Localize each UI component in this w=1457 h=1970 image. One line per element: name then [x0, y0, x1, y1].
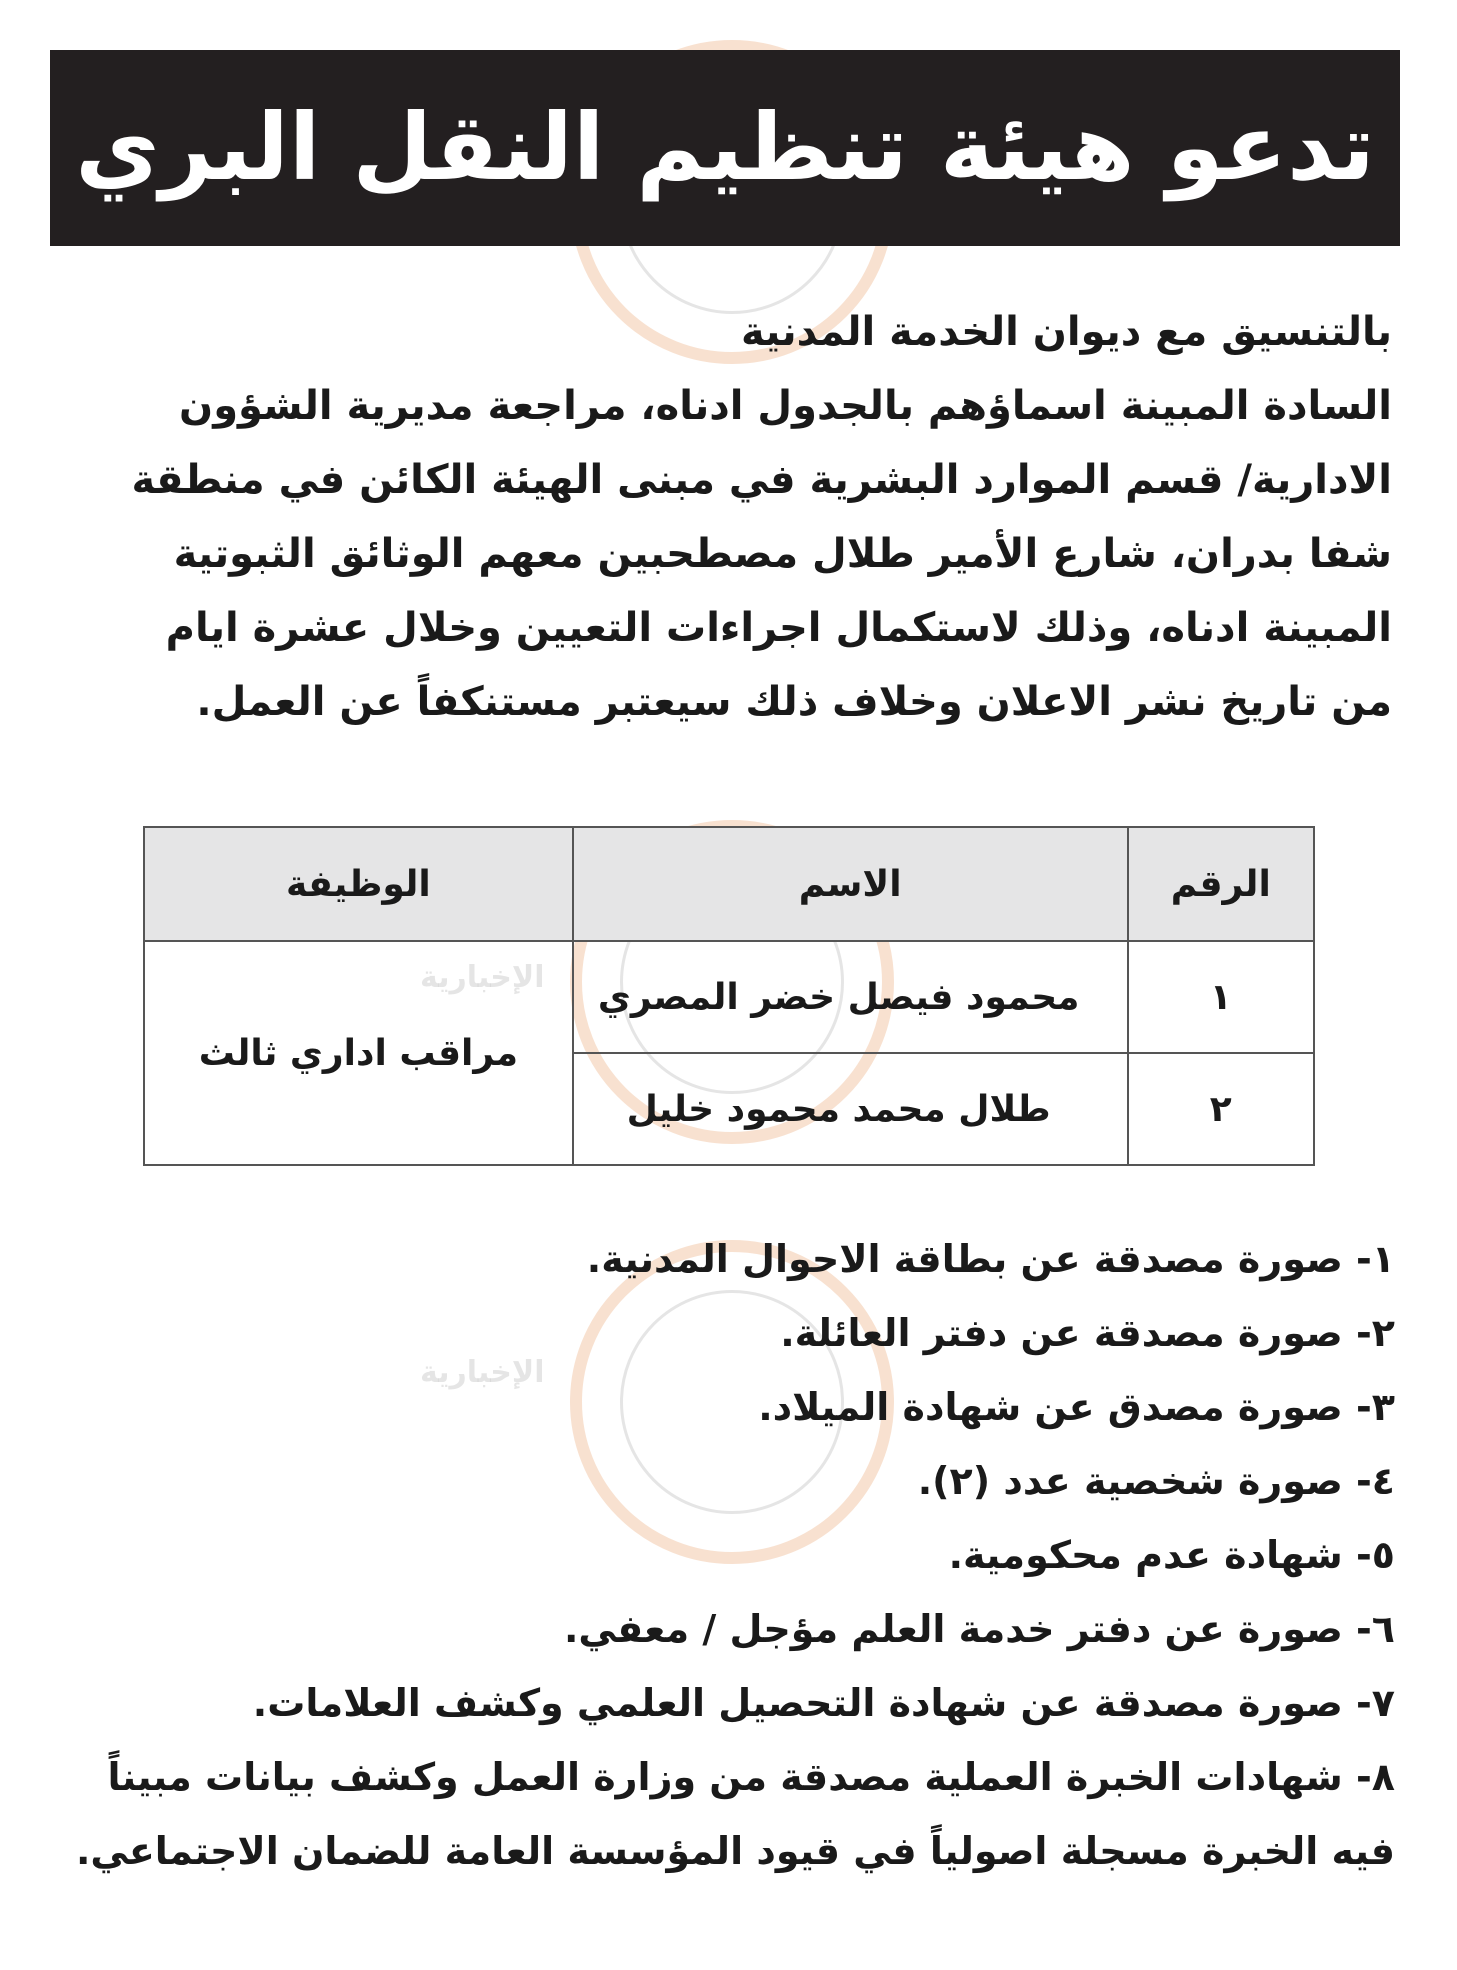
- watermark-text: الإخبارية: [420, 960, 545, 995]
- row-name: طلال محمد محمود خليل: [573, 1053, 1128, 1165]
- list-item: ٥- شهادة عدم محكومية.: [948, 1533, 1395, 1577]
- requirements-list: [55, 1222, 1395, 1888]
- intro-line: الادارية/ قسم الموارد البشرية في مبنى الهيئة الكائن في منطقة: [131, 457, 1392, 503]
- page-title: تدعو هيئة تنظيم النقل البري: [75, 94, 1375, 201]
- list-item: ٢- صورة مصدقة عن دفتر العائلة.: [780, 1311, 1395, 1355]
- table-header-row: [144, 827, 1314, 941]
- row-number: ١: [1128, 941, 1314, 1053]
- list-item: ٣- صورة مصدق عن شهادة الميلاد.: [758, 1385, 1395, 1429]
- row-number: ٢: [1128, 1053, 1314, 1165]
- list-item: ٤- صورة شخصية عدد (٢).: [917, 1459, 1395, 1503]
- intro-line: بالتنسيق مع ديوان الخدمة المدنية: [740, 309, 1392, 355]
- row-job: مراقب اداري ثالث: [144, 941, 573, 1165]
- list-item: ٦- صورة عن دفتر خدمة العلم مؤجل / معفي.: [563, 1607, 1395, 1651]
- header-number: الرقم: [1128, 827, 1314, 941]
- list-item: ٧- صورة مصدقة عن شهادة التحصيل العلمي وكشف العلامات.: [252, 1681, 1395, 1725]
- intro-line: من تاريخ نشر الاعلان وخلاف ذلك سيعتبر مستنكفاً عن العمل.: [196, 679, 1392, 725]
- list-item: فيه الخبرة مسجلة اصولياً في قيود المؤسسة العامة للضمان الاجتماعي.: [75, 1829, 1395, 1873]
- candidates-table-container: [143, 826, 1315, 1166]
- header-job: الوظيفة: [144, 827, 573, 941]
- intro-line: المبينة ادناه، وذلك لاستكمال اجراءات التعيين وخلال عشرة ايام: [165, 605, 1392, 651]
- watermark-text: الإخبارية: [420, 1355, 545, 1390]
- header-name: الاسم: [573, 827, 1128, 941]
- row-name: محمود فيصل خضر المصري: [573, 941, 1128, 1053]
- intro-line: شفا بدران، شارع الأمير طلال مصطحبين معهم الوثائق الثبوتية: [173, 531, 1392, 577]
- intro-line: السادة المبينة اسماؤهم بالجدول ادناه، مراجعة مديرية الشؤون: [179, 383, 1392, 429]
- intro-paragraph: [62, 295, 1392, 739]
- list-item: ٨- شهادات الخبرة العملية مصدقة من وزارة العمل وكشف بيانات مبيناً: [107, 1755, 1395, 1799]
- header-banner: [50, 50, 1400, 246]
- table-row: [144, 941, 1314, 1053]
- list-item: ١- صورة مصدقة عن بطاقة الاحوال المدنية.: [586, 1237, 1395, 1281]
- candidates-table: [143, 826, 1315, 1166]
